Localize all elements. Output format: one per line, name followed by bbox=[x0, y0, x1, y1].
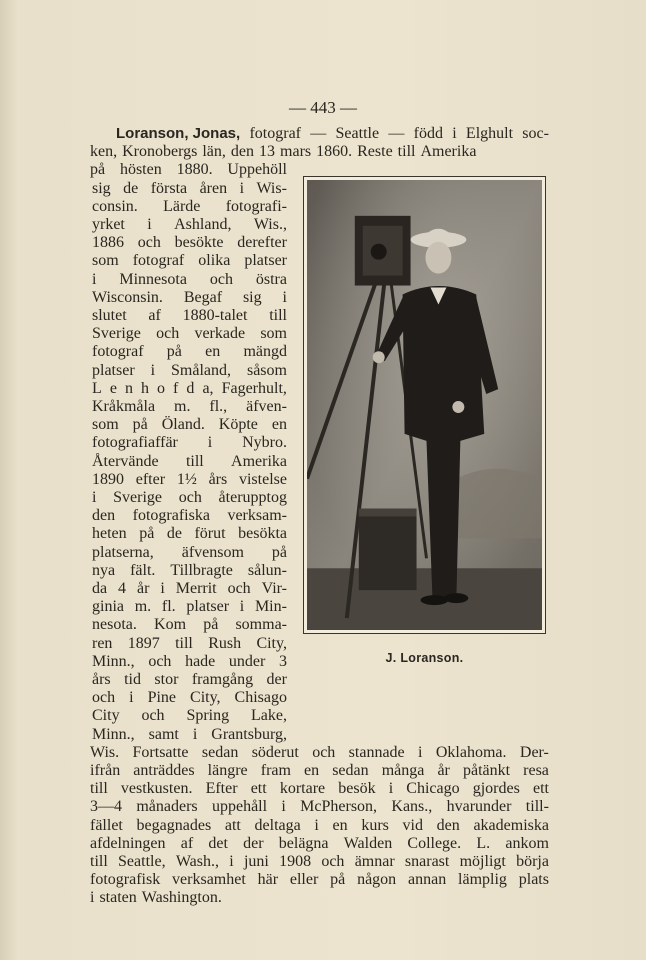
word: fotograf bbox=[92, 343, 144, 361]
word: College. bbox=[407, 834, 462, 852]
word: akademiska bbox=[473, 816, 549, 834]
text-line bbox=[90, 762, 549, 780]
word: Reste bbox=[357, 143, 393, 161]
entry-name: Loranson, Jonas, bbox=[116, 125, 241, 142]
word: Ashland, bbox=[174, 216, 232, 233]
word: börja bbox=[516, 853, 549, 870]
word: och bbox=[178, 489, 202, 506]
word: 1897 bbox=[127, 634, 160, 652]
word: somma- bbox=[235, 616, 287, 634]
word: i bbox=[314, 816, 319, 834]
word: Chisago bbox=[234, 689, 287, 707]
word: m. bbox=[174, 398, 191, 415]
word: juni bbox=[243, 853, 269, 870]
page-number: — 443 — bbox=[289, 98, 357, 117]
text-line bbox=[92, 307, 287, 325]
word: snarast bbox=[404, 853, 450, 870]
word: McPherson, bbox=[300, 798, 378, 816]
text-line bbox=[92, 507, 287, 525]
word: belägna bbox=[278, 834, 329, 852]
word: fl. bbox=[161, 598, 176, 616]
word: nya bbox=[92, 561, 116, 579]
word: såsom bbox=[246, 361, 287, 379]
text-line bbox=[90, 143, 549, 161]
word: att bbox=[224, 816, 241, 834]
word: östra bbox=[255, 270, 287, 288]
word: m. bbox=[134, 598, 152, 616]
word: fram bbox=[260, 762, 291, 779]
word: heten bbox=[92, 525, 127, 543]
word: fället bbox=[90, 816, 123, 834]
word: i bbox=[239, 179, 245, 197]
text-line bbox=[90, 889, 549, 907]
word: fotografiaffär bbox=[92, 434, 178, 452]
word: sig bbox=[242, 288, 262, 306]
text-line bbox=[92, 325, 287, 343]
word: till bbox=[269, 307, 287, 324]
word: och bbox=[156, 325, 180, 343]
word: på bbox=[271, 543, 287, 561]
word: mängd bbox=[243, 343, 287, 361]
word: påtänkt bbox=[462, 762, 511, 779]
word: i bbox=[388, 780, 394, 798]
word: Chicago bbox=[406, 780, 460, 798]
word: Merrit bbox=[175, 580, 217, 597]
word: Minn., bbox=[92, 725, 135, 743]
text-line bbox=[92, 598, 287, 616]
word: och bbox=[137, 234, 161, 252]
word: Wisconsin. bbox=[92, 288, 163, 306]
word: 1860. bbox=[316, 143, 353, 161]
word: Lake, bbox=[251, 707, 287, 725]
word: till bbox=[185, 452, 204, 470]
text-line bbox=[92, 180, 287, 198]
word: i bbox=[282, 288, 287, 306]
word: till bbox=[90, 780, 108, 798]
text-line bbox=[90, 853, 549, 871]
word: lämplig bbox=[458, 871, 507, 889]
word: 1886 bbox=[92, 234, 124, 252]
word: återupptog bbox=[218, 489, 287, 506]
word: i bbox=[207, 434, 213, 452]
word: längre bbox=[207, 762, 248, 779]
word: det bbox=[208, 834, 228, 852]
photographer-with-camera-image bbox=[307, 180, 542, 630]
word: ginia bbox=[92, 598, 124, 616]
word: nesota. bbox=[92, 616, 137, 634]
text-line bbox=[90, 817, 549, 835]
word: resa bbox=[523, 762, 549, 779]
word: i bbox=[452, 125, 457, 142]
word: City, bbox=[190, 689, 221, 707]
word: Sverige bbox=[92, 325, 141, 343]
word: afdelningen bbox=[90, 834, 166, 852]
word: och bbox=[321, 853, 345, 870]
word: på bbox=[203, 616, 219, 634]
word: fotografisk bbox=[90, 871, 161, 889]
word: verkade bbox=[194, 325, 246, 343]
photo-caption: J. Loranson. bbox=[385, 651, 464, 665]
word: Elghult bbox=[465, 125, 514, 142]
text-line bbox=[92, 580, 287, 598]
text-line bbox=[92, 398, 287, 416]
text-line bbox=[92, 289, 287, 307]
word: en bbox=[271, 416, 287, 434]
word: — bbox=[310, 125, 327, 142]
word: 1890 bbox=[92, 470, 124, 488]
text-line bbox=[90, 835, 549, 853]
word: 1908 bbox=[279, 853, 312, 870]
word: L bbox=[92, 379, 102, 397]
word: Återvände bbox=[92, 452, 159, 470]
text-line bbox=[92, 635, 287, 653]
word: Minn., bbox=[92, 652, 135, 670]
word: gjordes bbox=[472, 780, 520, 798]
text-line bbox=[92, 544, 287, 562]
word: sedan bbox=[332, 762, 369, 779]
word: Tillbragte bbox=[170, 561, 233, 579]
word: fotografi- bbox=[225, 197, 287, 215]
text-line bbox=[92, 689, 287, 707]
word: under bbox=[228, 652, 266, 670]
word: de bbox=[166, 525, 182, 543]
word: besökte bbox=[174, 234, 224, 252]
word: City bbox=[92, 707, 120, 725]
word: hvarunder bbox=[446, 798, 512, 816]
word: annan bbox=[408, 871, 447, 889]
word: derefter bbox=[237, 234, 287, 252]
word: Wis., bbox=[253, 216, 287, 233]
word: mars bbox=[280, 143, 312, 161]
word: i bbox=[129, 689, 134, 707]
word: och bbox=[227, 580, 251, 597]
portrait-photo bbox=[303, 176, 546, 634]
word: platserna, bbox=[92, 543, 154, 561]
word: en bbox=[304, 762, 320, 779]
word: 1880-talet bbox=[182, 307, 248, 324]
word: Kråkmåla bbox=[92, 398, 156, 415]
word: kortare bbox=[279, 780, 326, 798]
word: 13 bbox=[259, 143, 276, 161]
word: som bbox=[92, 416, 119, 434]
text-line bbox=[92, 726, 287, 744]
word: Min- bbox=[254, 598, 287, 616]
text-line bbox=[92, 489, 287, 507]
text-line bbox=[92, 525, 287, 543]
word: första bbox=[150, 179, 188, 197]
text-line bbox=[92, 380, 287, 398]
word: fotografiska bbox=[132, 507, 210, 525]
word: ifrån bbox=[90, 762, 121, 779]
word: Kans., bbox=[391, 798, 433, 816]
word: slutet bbox=[92, 307, 127, 324]
word: ämnar bbox=[354, 853, 395, 870]
word: i bbox=[90, 889, 95, 907]
text-line bbox=[92, 562, 287, 580]
word: Spring bbox=[186, 707, 230, 725]
word: stor bbox=[154, 671, 179, 688]
word: månaders bbox=[136, 798, 198, 816]
word: den bbox=[230, 143, 255, 161]
word: i bbox=[150, 361, 156, 379]
word: besökta bbox=[238, 525, 287, 543]
word: ett bbox=[532, 780, 549, 798]
word: 3 bbox=[278, 652, 287, 670]
word: fotograf bbox=[132, 252, 185, 270]
word: ren bbox=[92, 634, 113, 652]
word: äfven- bbox=[246, 398, 287, 415]
word: Öland. bbox=[161, 416, 205, 434]
word: i bbox=[160, 580, 165, 597]
word: Fagerhult, bbox=[221, 379, 287, 397]
word: 4 bbox=[118, 580, 127, 597]
word: född bbox=[413, 125, 443, 142]
word: fl., bbox=[209, 398, 228, 415]
word: som bbox=[92, 252, 119, 270]
text-line bbox=[92, 616, 287, 634]
word: års bbox=[92, 671, 111, 688]
word: på bbox=[139, 525, 155, 543]
word: i bbox=[92, 489, 97, 506]
word: Wis- bbox=[256, 179, 287, 197]
word: plats bbox=[518, 871, 549, 889]
word: till bbox=[397, 143, 416, 161]
word: vestkusten. bbox=[120, 780, 193, 798]
text-line bbox=[92, 434, 287, 452]
word: begagnades bbox=[136, 816, 212, 834]
word: soc- bbox=[522, 125, 549, 142]
word: i bbox=[239, 598, 245, 616]
word: på bbox=[132, 416, 148, 434]
word: hade bbox=[185, 652, 216, 670]
word: Amerika bbox=[231, 452, 287, 470]
text-line bbox=[92, 343, 287, 361]
word: åren bbox=[199, 179, 228, 197]
word: Nybro. bbox=[242, 434, 287, 452]
word: Grantsburg, bbox=[211, 725, 287, 743]
word: Pine bbox=[147, 689, 177, 707]
word: och bbox=[92, 689, 116, 707]
word: olika bbox=[198, 252, 231, 270]
word: af bbox=[148, 307, 161, 324]
text-line bbox=[92, 216, 287, 234]
text-line bbox=[90, 161, 287, 179]
text-line bbox=[90, 798, 549, 816]
word: Seattle, bbox=[118, 853, 166, 870]
word: yrket bbox=[92, 216, 125, 233]
word: e bbox=[109, 379, 117, 397]
text-line bbox=[92, 416, 287, 434]
word: verksamhet bbox=[172, 871, 246, 889]
word: Begaf bbox=[183, 288, 223, 306]
word: och bbox=[148, 652, 172, 670]
word: Oklahoma. bbox=[435, 743, 507, 761]
word: h bbox=[140, 379, 149, 397]
word: Lärde bbox=[163, 197, 201, 215]
word: län, bbox=[202, 143, 226, 161]
text-line bbox=[116, 125, 549, 143]
word: år bbox=[437, 762, 450, 779]
word: samt bbox=[148, 725, 179, 743]
text-line bbox=[90, 744, 549, 762]
word: söderut bbox=[251, 743, 299, 761]
word: äfvensom bbox=[181, 543, 244, 561]
word: staten bbox=[99, 889, 137, 907]
word: sig bbox=[92, 179, 111, 197]
word: någon bbox=[357, 871, 397, 889]
word: de bbox=[123, 179, 139, 197]
word: års bbox=[208, 470, 228, 488]
text-line bbox=[92, 198, 287, 216]
word: i bbox=[92, 270, 97, 288]
word: der bbox=[243, 834, 264, 852]
text-line bbox=[92, 471, 287, 489]
word: deltaga bbox=[254, 816, 301, 834]
word: till bbox=[90, 853, 108, 870]
text-line bbox=[92, 252, 287, 270]
word: många bbox=[381, 762, 425, 779]
word: i bbox=[147, 216, 152, 233]
word: verksam- bbox=[227, 507, 287, 525]
word: ett bbox=[250, 780, 267, 798]
word: consin. bbox=[92, 197, 138, 215]
word: Uppehöll bbox=[227, 161, 287, 179]
word: L. bbox=[476, 834, 491, 852]
word: Kronobergs bbox=[122, 143, 198, 161]
word: till- bbox=[525, 798, 549, 816]
word: i bbox=[192, 725, 198, 743]
word: Minnesota bbox=[119, 270, 187, 288]
word: som bbox=[260, 325, 287, 343]
word: möjligt bbox=[459, 853, 506, 870]
word: Vir- bbox=[261, 580, 287, 597]
word: förut bbox=[194, 525, 226, 543]
word: en bbox=[332, 816, 348, 834]
word: 1880. bbox=[176, 161, 213, 179]
word: den bbox=[92, 507, 116, 525]
word: o bbox=[157, 379, 166, 397]
word: eller bbox=[289, 871, 319, 889]
word: vid bbox=[402, 816, 423, 834]
word: da bbox=[92, 580, 108, 597]
text-line bbox=[90, 871, 549, 889]
word: stannade bbox=[348, 743, 405, 761]
word: Rush bbox=[208, 634, 242, 652]
word: och bbox=[312, 743, 336, 761]
word: Der- bbox=[519, 743, 549, 761]
word: besök bbox=[338, 780, 376, 798]
word: Washington. bbox=[141, 889, 222, 907]
word: ankom bbox=[505, 834, 549, 852]
text-line bbox=[92, 453, 287, 471]
word: efter bbox=[135, 470, 166, 488]
word: City, bbox=[256, 634, 287, 652]
word: Wis. bbox=[90, 743, 120, 761]
word: på bbox=[166, 343, 182, 361]
word: år bbox=[136, 580, 150, 597]
text-line bbox=[92, 653, 287, 671]
word: d bbox=[186, 379, 195, 397]
word: Seattle bbox=[335, 125, 380, 142]
word: vistelse bbox=[238, 470, 287, 488]
text-line bbox=[92, 362, 287, 380]
word: sålun- bbox=[247, 561, 287, 579]
word: den bbox=[436, 816, 460, 834]
text-line bbox=[92, 707, 287, 725]
word: Walden bbox=[343, 834, 393, 852]
word: Kom bbox=[154, 616, 187, 634]
text-line bbox=[92, 234, 287, 252]
word: i bbox=[229, 853, 234, 870]
word: ken, bbox=[90, 143, 118, 161]
word: n bbox=[124, 379, 133, 397]
text-line bbox=[90, 780, 549, 798]
word: fält. bbox=[130, 561, 156, 579]
word: der bbox=[266, 671, 287, 688]
text-line bbox=[92, 671, 287, 689]
word: 3—4 bbox=[90, 798, 122, 816]
word: i bbox=[418, 743, 423, 761]
word: f bbox=[173, 379, 179, 397]
word: Småland, bbox=[171, 361, 232, 379]
word: och bbox=[209, 270, 233, 288]
word: a, bbox=[202, 379, 214, 397]
word: Sverige bbox=[113, 489, 163, 506]
word: till bbox=[175, 634, 193, 652]
word: — bbox=[388, 125, 405, 142]
word: Amerika bbox=[420, 143, 477, 161]
word: här bbox=[257, 871, 279, 889]
word: Fortsatte bbox=[132, 743, 189, 761]
word: hösten bbox=[119, 161, 162, 179]
word: tid bbox=[124, 671, 141, 688]
word: Wash., bbox=[175, 853, 219, 870]
word: 1½ bbox=[176, 470, 197, 488]
word: uppehåll bbox=[211, 798, 268, 816]
word: Köpte bbox=[218, 416, 258, 434]
word: Efter bbox=[205, 780, 238, 798]
word: platser bbox=[186, 598, 230, 616]
text-line bbox=[92, 271, 287, 289]
word: i bbox=[281, 798, 286, 816]
word: på bbox=[90, 161, 106, 179]
word: af bbox=[180, 834, 194, 852]
word: fotograf bbox=[249, 125, 301, 142]
word: på bbox=[330, 871, 346, 889]
word: anträddes bbox=[133, 762, 195, 779]
word: framgång bbox=[191, 671, 254, 688]
word: och bbox=[141, 707, 165, 725]
word: sedan bbox=[201, 743, 239, 761]
word: platser bbox=[244, 252, 287, 270]
word: platser bbox=[92, 361, 135, 379]
word: en bbox=[205, 343, 221, 361]
word: kurs bbox=[361, 816, 389, 834]
